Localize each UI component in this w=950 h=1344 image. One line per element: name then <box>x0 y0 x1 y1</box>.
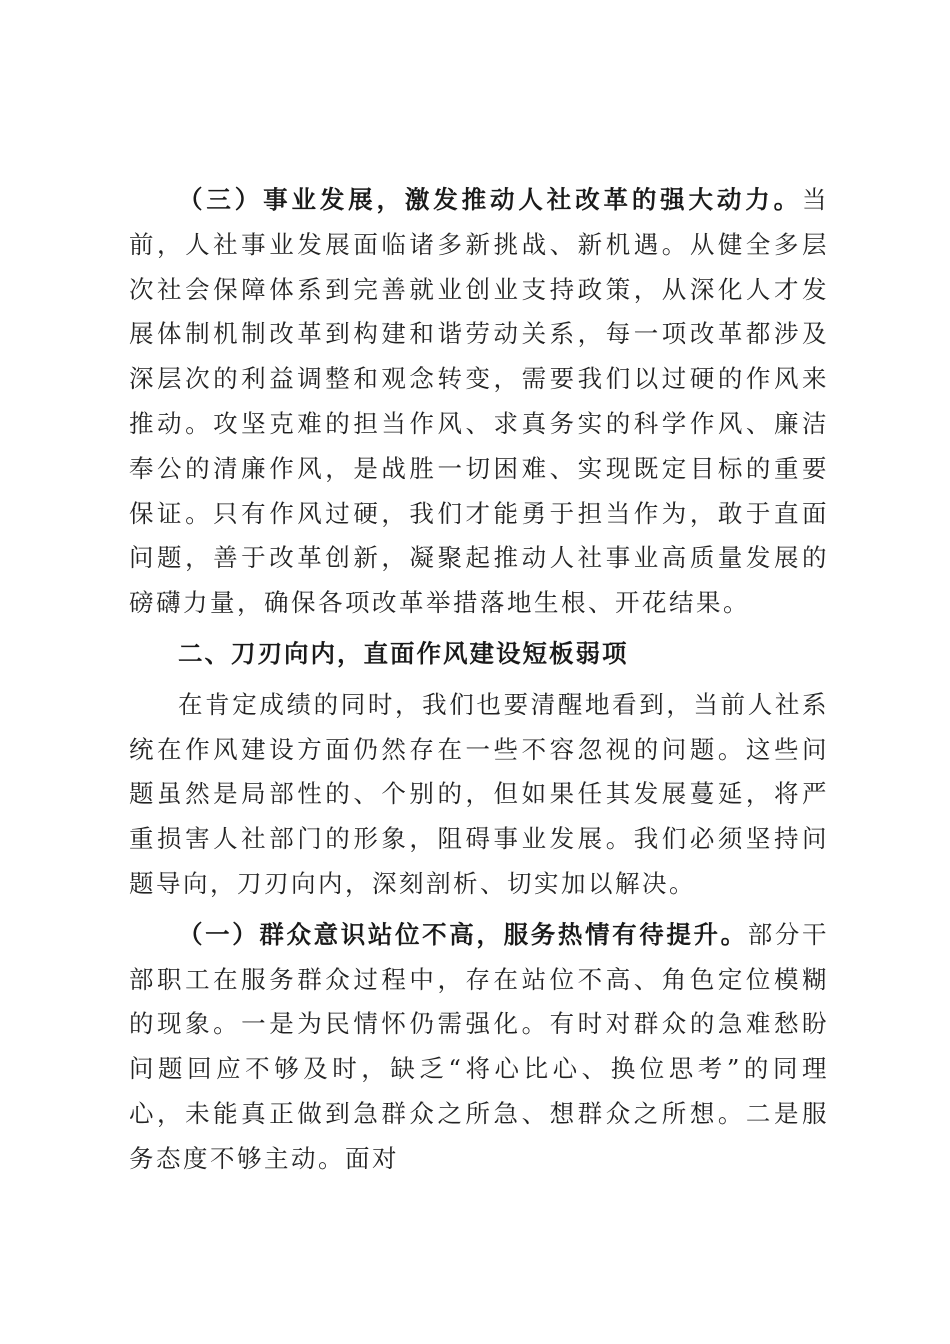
paragraph-problems-intro <box>129 683 829 907</box>
paragraph-text: 当前，人社事业发展面临诸多新挑战、新机遇。从健全多层次社会保障体系到完善就业创业支持政策，从深化人才发展体制机制改革到构建和谐劳动关系，每一项改革都涉及深层次的利益调整和观念转变，需要我们以过硬的作风来推动。攻坚克难的担当作风、求真务实的科学作风、廉洁奉公的清廉作风，是战胜一切困难、实现既定目标的重要保证。只有作风过硬，我们才能勇于担当作为，敢于直面问题，善于改革创新，凝聚起推动人社事业高质量发展的磅礴力量，确保各项改革举措落地生根、开花结果。 <box>129 185 829 618</box>
paragraph-career-development <box>129 178 829 626</box>
section-heading-two: 二、刀刃向内，直面作风建设短板弱项 <box>178 638 629 668</box>
document-body <box>129 178 829 1182</box>
paragraph-lead-heading: （一）群众意识站位不高，服务热情有待提升。 <box>178 919 748 949</box>
paragraph-text: 部分干部职工在服务群众过程中，存在站位不高、角色定位模糊的现象。一是为民情怀仍需强化。有时对群众的急难愁盼问题回应不够及时，缺乏“将心比心、换位思考”的同理心，未能真正做到急群众之所急、想群众之所想。二是服务态度不够主动。面对 <box>129 919 830 1173</box>
paragraph-lead-heading: （三）事业发展，激发推动人社改革的强大动力。 <box>178 185 802 214</box>
paragraph-mass-awareness <box>129 913 829 1182</box>
paragraph-text: 在肯定成绩的同时，我们也要清醒地看到，当前人社系统在作风建设方面仍然存在一些不容忽视的问题。这些问题虽然是局部性的、个别的，但如果任其发展蔓延，将严重损害人社部门的形象，阻碍事业发展。我们必须坚持问题导向，刀刃向内，深刻剖析、切实加以解决。 <box>129 689 829 898</box>
